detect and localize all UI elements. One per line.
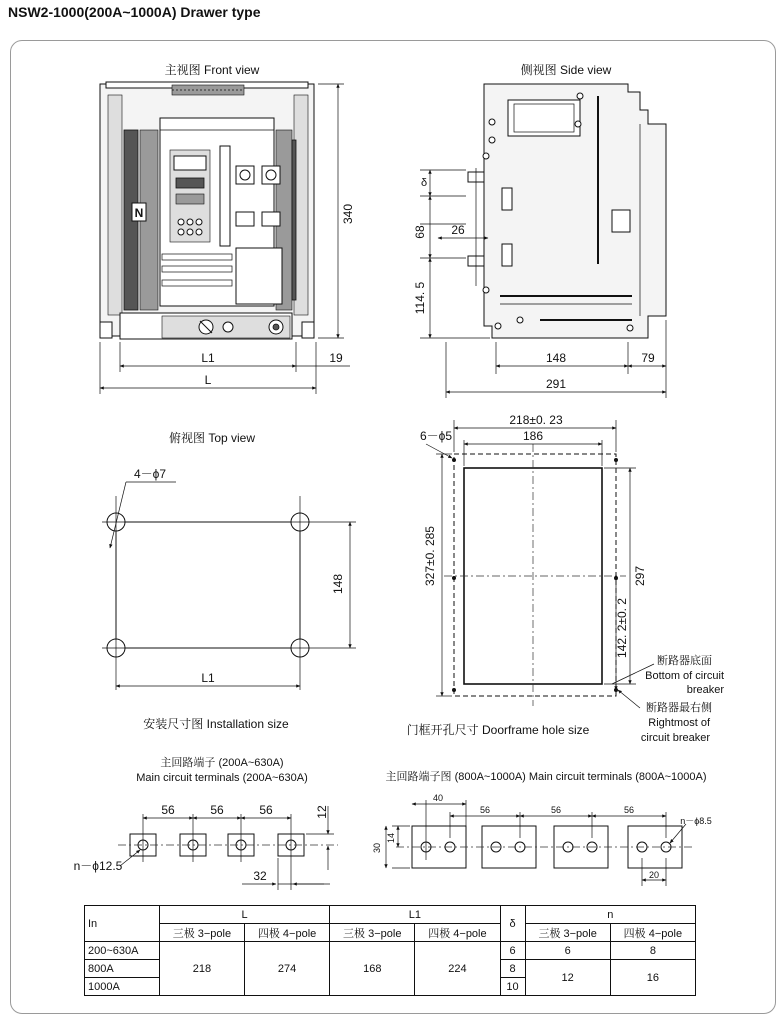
nameplate-window xyxy=(236,248,282,304)
note-bottom-cn: 断路器底面 xyxy=(657,655,712,667)
doorframe-holes-label: 6－ϕ5 xyxy=(419,429,453,443)
head-l1: L1 xyxy=(330,906,500,924)
row-delta: 8 xyxy=(500,960,525,978)
terminals-large xyxy=(372,769,712,886)
row-delta: 10 xyxy=(500,978,525,996)
mounting-outline xyxy=(116,522,300,648)
side-148-dim: 148 xyxy=(545,351,567,365)
side-window xyxy=(508,100,580,136)
brand-logo-letter: N xyxy=(134,206,144,220)
top-l1-dim: L1 xyxy=(201,671,215,685)
note-right-cn: 断路器最右侧 xyxy=(646,702,712,714)
cell-l1-3: 168 xyxy=(330,942,415,996)
large-20-dim: 20 xyxy=(648,870,660,880)
left-rail xyxy=(108,95,122,315)
small-pitch-2: 56 xyxy=(210,803,224,817)
terminals-small xyxy=(74,755,338,890)
row-delta: 6 xyxy=(500,942,525,960)
row-in: 800A xyxy=(85,960,160,978)
front-l1-dim: L1 xyxy=(201,351,215,365)
head-delta: δ xyxy=(500,906,525,942)
terminals-large-title: 主回路端子图 (800A~1000A) Main circuit terminals (800A~1000A) xyxy=(385,771,707,783)
small-pitch-3: 56 xyxy=(259,803,273,817)
head-l-4pole: 四极 4−pole xyxy=(245,924,330,942)
cell-l4: 274 xyxy=(245,942,330,996)
side-79-dim: 79 xyxy=(641,351,655,365)
cell-n3-large: 12 xyxy=(525,960,610,996)
head-in: In xyxy=(85,906,160,942)
front-19-dim: 19 xyxy=(329,351,343,365)
cell-n4-large: 16 xyxy=(610,960,695,996)
side-114-dim: 114. 5 xyxy=(413,281,427,315)
document-title: NSW2-1000(200A~1000A) Drawer type xyxy=(8,4,261,20)
row-n4: 8 xyxy=(610,942,695,960)
row-n3: 6 xyxy=(525,942,610,960)
front-height-dim: 340 xyxy=(341,203,355,225)
large-40-dim: 40 xyxy=(432,793,444,803)
head-l1-3pole: 三极 3−pole xyxy=(330,924,415,942)
cell-l1-4: 224 xyxy=(415,942,500,996)
head-n-4pole: 四极 4−pole xyxy=(610,924,695,942)
note-bottom-en1: Bottom of circuit xyxy=(645,670,724,682)
large-pitch-3: 56 xyxy=(623,805,635,815)
large-14-dim: 14 xyxy=(386,832,396,844)
head-l1-4pole: 四极 4−pole xyxy=(415,924,500,942)
doorframe-height-inner: 297 xyxy=(633,565,647,587)
head-n: n xyxy=(525,906,695,924)
doorframe-width-inner: 186 xyxy=(522,429,544,443)
top-holes-label: 4－ϕ7 xyxy=(133,467,167,481)
small-pitch-1: 56 xyxy=(161,803,175,817)
handle-slot xyxy=(220,146,230,246)
large-pitch-2: 56 xyxy=(550,805,562,815)
spec-table xyxy=(84,905,696,996)
large-pitch-1: 56 xyxy=(479,805,491,815)
doorframe-caption: 门框开孔尺寸 Doorframe hole size xyxy=(406,723,590,737)
row-in: 200~630A xyxy=(85,942,160,960)
off-button xyxy=(262,166,280,184)
doorframe-view xyxy=(407,413,725,744)
side-view-label: 侧视图 Side view xyxy=(520,63,612,77)
doorframe-half-dim: 142. 2±0. 2 xyxy=(615,598,629,658)
terminals-small-title-en: Main circuit terminals (200A~630A) xyxy=(136,772,308,784)
top-148-dim: 148 xyxy=(331,573,345,595)
doorframe-height-outer: 327±0. 285 xyxy=(423,526,437,586)
top-view-label: 俯视图 Top view xyxy=(168,431,256,445)
large-hole-label: n－ϕ8.5 xyxy=(680,816,712,826)
front-view xyxy=(100,63,355,394)
terminals-small-title-cn: 主回路端子 (200A~630A) xyxy=(160,757,284,769)
side-view xyxy=(413,63,666,398)
head-l: L xyxy=(159,906,329,924)
head-n-3pole: 三极 3−pole xyxy=(525,924,610,942)
note-right-en1: Rightmost of xyxy=(648,717,710,729)
cell-l3: 218 xyxy=(159,942,244,996)
front-l-dim: L xyxy=(204,373,212,387)
head-l-3pole: 三极 3−pole xyxy=(159,924,244,942)
side-26-dim: 26 xyxy=(451,223,465,237)
doorframe-width-outer: 218±0. 23 xyxy=(509,413,563,427)
side-291-dim: 291 xyxy=(545,377,567,391)
side-delta-dim: δ xyxy=(420,177,428,189)
small-12-dim: 12 xyxy=(315,805,329,819)
note-right-en2: circuit breaker xyxy=(640,732,710,744)
top-view xyxy=(102,431,356,731)
installation-caption: 安装尺寸图 Installation size xyxy=(143,717,289,731)
note-bottom-en2: breaker xyxy=(686,684,724,696)
small-32-dim: 32 xyxy=(253,869,267,883)
side-68-dim: 68 xyxy=(413,225,427,239)
row-in: 1000A xyxy=(85,978,160,996)
large-30-dim: 30 xyxy=(372,842,382,854)
front-view-label: 主视图 Front view xyxy=(164,63,260,77)
on-button xyxy=(236,166,254,184)
small-hole-label: n－ϕ12.5 xyxy=(73,859,123,873)
